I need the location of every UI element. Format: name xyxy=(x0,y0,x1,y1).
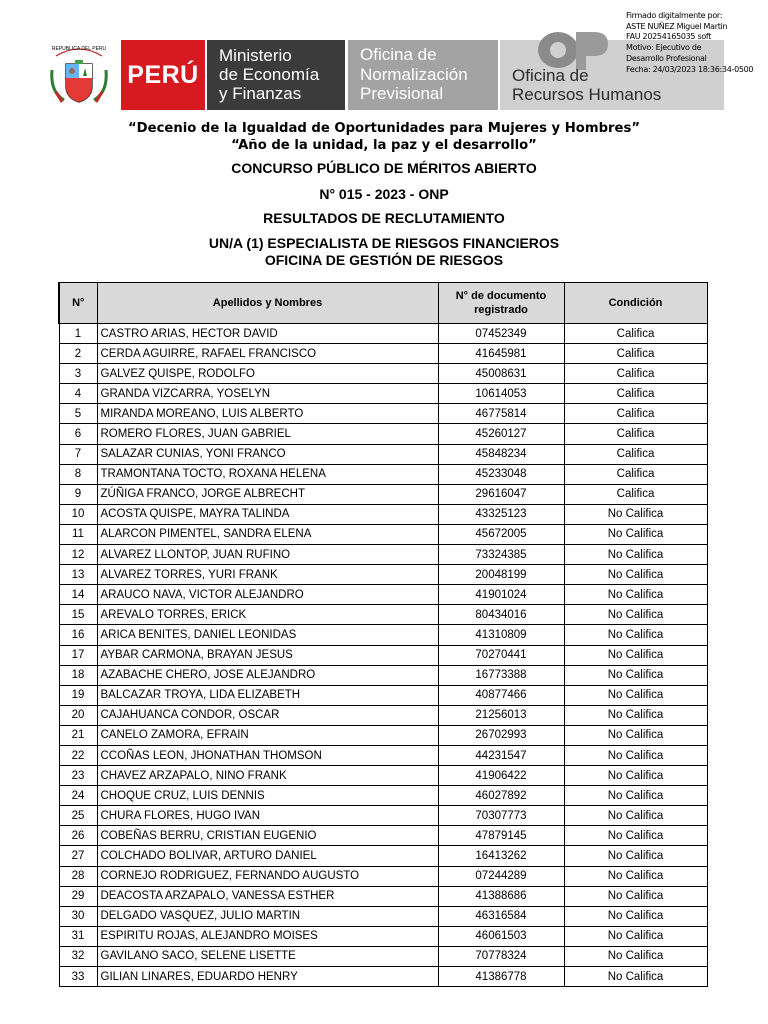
row-status: Califica xyxy=(564,444,707,464)
row-name: ALARCON PIMENTEL, SANDRA ELENA xyxy=(97,524,438,544)
shield-caption: REPUBLICA DEL PERU xyxy=(51,46,107,52)
row-number: 13 xyxy=(59,565,97,585)
row-status: No Califica xyxy=(564,846,707,866)
table-row xyxy=(59,906,707,926)
row-name: DELGADO VASQUEZ, JULIO MARTIN xyxy=(97,906,438,926)
table-row xyxy=(59,424,707,444)
row-status: Califica xyxy=(564,424,707,444)
row-document: 45672005 xyxy=(438,524,564,544)
row-status: Califica xyxy=(564,364,707,384)
row-number: 4 xyxy=(59,384,97,404)
mef-line-1: Ministerio xyxy=(219,46,292,65)
table-row xyxy=(59,705,707,725)
row-name: ACOSTA QUISPE, MAYRA TALINDA xyxy=(97,504,438,524)
table-row xyxy=(59,585,707,605)
col-header-document-line-1: N° de documento xyxy=(455,290,547,302)
table-row xyxy=(59,846,707,866)
table-row xyxy=(59,665,707,685)
row-number: 19 xyxy=(59,685,97,705)
col-header-status: Condición xyxy=(564,283,707,324)
row-name: COLCHADO BOLIVAR, ARTURO DANIEL xyxy=(97,846,438,866)
table-row xyxy=(59,324,707,344)
row-number: 18 xyxy=(59,665,97,685)
row-document: 70307773 xyxy=(438,806,564,826)
signature-line-4: Motivo: Ejecutivo de xyxy=(626,43,702,53)
row-document: 46316584 xyxy=(438,906,564,926)
row-document: 73324385 xyxy=(438,545,564,565)
row-status: No Califica xyxy=(564,605,707,625)
row-status: Califica xyxy=(564,464,707,484)
row-document: 47879145 xyxy=(438,826,564,846)
onp-line-3: Previsional xyxy=(360,84,444,103)
row-number: 10 xyxy=(59,504,97,524)
table-row xyxy=(59,524,707,544)
table-row xyxy=(59,926,707,946)
row-number: 29 xyxy=(59,886,97,906)
row-name: CHOQUE CRUZ, LUIS DENNIS xyxy=(97,786,438,806)
row-name: MIRANDA MOREANO, LUIS ALBERTO xyxy=(97,404,438,424)
table-row xyxy=(59,866,707,886)
row-number: 25 xyxy=(59,806,97,826)
row-number: 30 xyxy=(59,906,97,926)
row-document: 41310809 xyxy=(438,625,564,645)
row-status: No Califica xyxy=(564,866,707,886)
row-name: GILIAN LINARES, EDUARDO HENRY xyxy=(97,967,438,987)
row-number: 27 xyxy=(59,846,97,866)
row-document: 07244289 xyxy=(438,866,564,886)
row-document: 26702993 xyxy=(438,725,564,745)
row-status: No Califica xyxy=(564,766,707,786)
row-document: 70270441 xyxy=(438,645,564,665)
row-number: 11 xyxy=(59,524,97,544)
row-status: Califica xyxy=(564,344,707,364)
signature-line-1: Firmado digitalmente por: xyxy=(626,11,723,20)
row-number: 17 xyxy=(59,645,97,665)
table-row xyxy=(59,384,707,404)
row-number: 21 xyxy=(59,725,97,745)
row-name: GAVILANO SACO, SELENE LISETTE xyxy=(97,946,438,966)
signature-line-3: FAU 20254165035 soft xyxy=(626,32,712,42)
row-document: 41645981 xyxy=(438,344,564,364)
col-header-document-line-2: registrado xyxy=(474,304,528,316)
row-number: 20 xyxy=(59,705,97,725)
table-row xyxy=(59,826,707,846)
mef-line-2: de Economía xyxy=(219,65,320,84)
row-document: 45008631 xyxy=(438,364,564,384)
row-document: 46061503 xyxy=(438,926,564,946)
row-name: CAJAHUANCA CONDOR, OSCAR xyxy=(97,705,438,725)
row-number: 2 xyxy=(59,344,97,364)
row-status: No Califica xyxy=(564,926,707,946)
row-number: 7 xyxy=(59,444,97,464)
row-document: 41901024 xyxy=(438,585,564,605)
col-header-name: Apellidos y Nombres xyxy=(97,283,438,324)
table-row xyxy=(59,645,707,665)
row-name: ALVAREZ TORRES, YURI FRANK xyxy=(97,565,438,585)
row-name: DEACOSTA ARZAPALO, VANESSA ESTHER xyxy=(97,886,438,906)
row-document: 21256013 xyxy=(438,705,564,725)
row-number: 28 xyxy=(59,866,97,886)
row-status: No Califica xyxy=(564,946,707,966)
row-document: 20048199 xyxy=(438,565,564,585)
row-status: No Califica xyxy=(564,625,707,645)
table-row xyxy=(59,946,707,966)
table-row xyxy=(59,725,707,745)
row-status: No Califica xyxy=(564,906,707,926)
row-number: 3 xyxy=(59,364,97,384)
row-number: 24 xyxy=(59,786,97,806)
row-name: TRAMONTANA TOCTO, ROXANA HELENA xyxy=(97,464,438,484)
row-status: No Califica xyxy=(564,786,707,806)
row-document: 41388686 xyxy=(438,886,564,906)
row-number: 9 xyxy=(59,484,97,504)
table-row xyxy=(59,364,707,384)
peru-logo xyxy=(121,40,205,110)
row-status: No Califica xyxy=(564,585,707,605)
row-name: CERDA AGUIRRE, RAFAEL FRANCISCO xyxy=(97,344,438,364)
table-row xyxy=(59,565,707,585)
table-row xyxy=(59,344,707,364)
row-document: 45260127 xyxy=(438,424,564,444)
table-row xyxy=(59,786,707,806)
row-status: No Califica xyxy=(564,645,707,665)
row-name: ARAUCO NAVA, VICTOR ALEJANDRO xyxy=(97,585,438,605)
row-status: No Califica xyxy=(564,886,707,906)
row-status: No Califica xyxy=(564,967,707,987)
row-document: 46775814 xyxy=(438,404,564,424)
row-number: 5 xyxy=(59,404,97,424)
row-name: AZABACHE CHERO, JOSE ALEJANDRO xyxy=(97,665,438,685)
row-status: No Califica xyxy=(564,545,707,565)
row-status: No Califica xyxy=(564,826,707,846)
table-row xyxy=(59,605,707,625)
row-document: 10614053 xyxy=(438,384,564,404)
row-document: 43325123 xyxy=(438,504,564,524)
row-name: GRANDA VIZCARRA, YOSELYN xyxy=(97,384,438,404)
col-header-number: N° xyxy=(59,283,97,324)
row-status: No Califica xyxy=(564,504,707,524)
row-number: 16 xyxy=(59,625,97,645)
signature-line-6: Fecha: 24/03/2023 18:36:34-0500 xyxy=(626,64,754,74)
table-row xyxy=(59,625,707,645)
coat-of-arms-icon xyxy=(48,40,110,108)
row-document: 29616047 xyxy=(438,484,564,504)
row-name: BALCAZAR TROYA, LIDA ELIZABETH xyxy=(97,685,438,705)
row-document: 45233048 xyxy=(438,464,564,484)
row-name: CCOÑAS LEON, JHONATHAN THOMSON xyxy=(97,745,438,765)
table-row xyxy=(59,484,707,504)
table-row xyxy=(59,806,707,826)
row-number: 6 xyxy=(59,424,97,444)
row-document: 16413262 xyxy=(438,846,564,866)
row-number: 22 xyxy=(59,745,97,765)
table-row xyxy=(59,685,707,705)
row-name: ALVAREZ LLONTOP, JUAN RUFINO xyxy=(97,545,438,565)
slogan-decenio: “Decenio de la Igualdad de Oportunidades para Mujeres y Hombres” xyxy=(128,121,640,136)
row-name: AYBAR CARMONA, BRAYAN JESUS xyxy=(97,645,438,665)
row-status: No Califica xyxy=(564,565,707,585)
digital-signature xyxy=(626,11,766,75)
row-document: 44231547 xyxy=(438,745,564,765)
row-number: 31 xyxy=(59,926,97,946)
table-row xyxy=(59,886,707,906)
row-name: SALAZAR CUNIAS, YONI FRANCO xyxy=(97,444,438,464)
row-name: ZÚÑIGA FRANCO, JORGE ALBRECHT xyxy=(97,484,438,504)
mef-logo xyxy=(207,40,345,110)
row-document: 41906422 xyxy=(438,766,564,786)
row-name: ROMERO FLORES, JUAN GABRIEL xyxy=(97,424,438,444)
onp-line-1: Oficina de xyxy=(360,45,437,64)
col-header-document xyxy=(438,283,564,324)
table-header-row xyxy=(59,283,707,324)
row-document: 80434016 xyxy=(438,605,564,625)
row-name: CORNEJO RODRIGUEZ, FERNANDO AUGUSTO xyxy=(97,866,438,886)
row-name: ESPIRITU ROJAS, ALEJANDRO MOISES xyxy=(97,926,438,946)
row-number: 14 xyxy=(59,585,97,605)
table-row xyxy=(59,766,707,786)
row-name: ARICA BENITES, DANIEL LEONIDAS xyxy=(97,625,438,645)
row-document: 41386778 xyxy=(438,967,564,987)
row-document: 45848234 xyxy=(438,444,564,464)
row-status: Califica xyxy=(564,384,707,404)
row-number: 1 xyxy=(59,324,97,344)
table-row xyxy=(59,444,707,464)
row-name: COBEÑAS BERRU, CRISTIAN EUGENIO xyxy=(97,826,438,846)
row-number: 33 xyxy=(59,967,97,987)
results-table xyxy=(58,282,708,987)
contest-number: N° 015 - 2023 - ONP xyxy=(319,186,449,202)
row-document: 07452349 xyxy=(438,324,564,344)
signature-line-5: Desarrollo Profesional xyxy=(626,53,707,63)
table-row xyxy=(59,545,707,565)
row-name: CHURA FLORES, HUGO IVAN xyxy=(97,806,438,826)
row-document: 40877466 xyxy=(438,685,564,705)
row-status: No Califica xyxy=(564,806,707,826)
row-status: No Califica xyxy=(564,665,707,685)
row-document: 46027892 xyxy=(438,786,564,806)
row-status: No Califica xyxy=(564,705,707,725)
row-number: 32 xyxy=(59,946,97,966)
onp-line-2: Normalización xyxy=(360,64,468,84)
onp-logo xyxy=(348,40,498,110)
row-number: 8 xyxy=(59,464,97,484)
table-row xyxy=(59,504,707,524)
row-name: CASTRO ARIAS, HECTOR DAVID xyxy=(97,324,438,344)
table-row xyxy=(59,745,707,765)
contest-heading: CONCURSO PÚBLICO DE MÉRITOS ABIERTO xyxy=(231,160,537,176)
table-row xyxy=(59,967,707,987)
row-document: 70778324 xyxy=(438,946,564,966)
mef-line-3: y Finanzas xyxy=(219,84,302,103)
row-number: 15 xyxy=(59,605,97,625)
results-heading: RESULTADOS DE RECLUTAMIENTO xyxy=(263,210,505,226)
position-title: UN/A (1) ESPECIALISTA DE RIESGOS FINANCIEROS xyxy=(208,235,560,251)
row-name: AREVALO TORRES, ERICK xyxy=(97,605,438,625)
peru-label: PERÚ xyxy=(127,60,199,89)
row-document: 16773388 xyxy=(438,665,564,685)
row-status: No Califica xyxy=(564,725,707,745)
row-status: Califica xyxy=(564,484,707,504)
rrhh-line-1: Oficina de xyxy=(512,66,589,85)
row-name: GALVEZ QUISPE, RODOLFO xyxy=(97,364,438,384)
row-name: CANELO ZAMORA, EFRAIN xyxy=(97,725,438,745)
row-number: 12 xyxy=(59,545,97,565)
slogan-year: “Año de la unidad, la paz y el desarrollo” xyxy=(231,138,537,153)
table-row xyxy=(59,404,707,424)
row-status: No Califica xyxy=(564,524,707,544)
row-status: Califica xyxy=(564,404,707,424)
table-row xyxy=(59,464,707,484)
row-status: Califica xyxy=(564,324,707,344)
rrhh-line-2: Recursos Humanos xyxy=(512,85,662,104)
row-number: 23 xyxy=(59,766,97,786)
signature-line-2: ASTE NUÑEZ Miguel Martin xyxy=(626,21,728,31)
row-name: CHAVEZ ARZAPALO, NINO FRANK xyxy=(97,766,438,786)
row-status: No Califica xyxy=(564,745,707,765)
row-number: 26 xyxy=(59,826,97,846)
row-status: No Califica xyxy=(564,685,707,705)
office-title: OFICINA DE GESTIÓN DE RIESGOS xyxy=(264,252,504,268)
